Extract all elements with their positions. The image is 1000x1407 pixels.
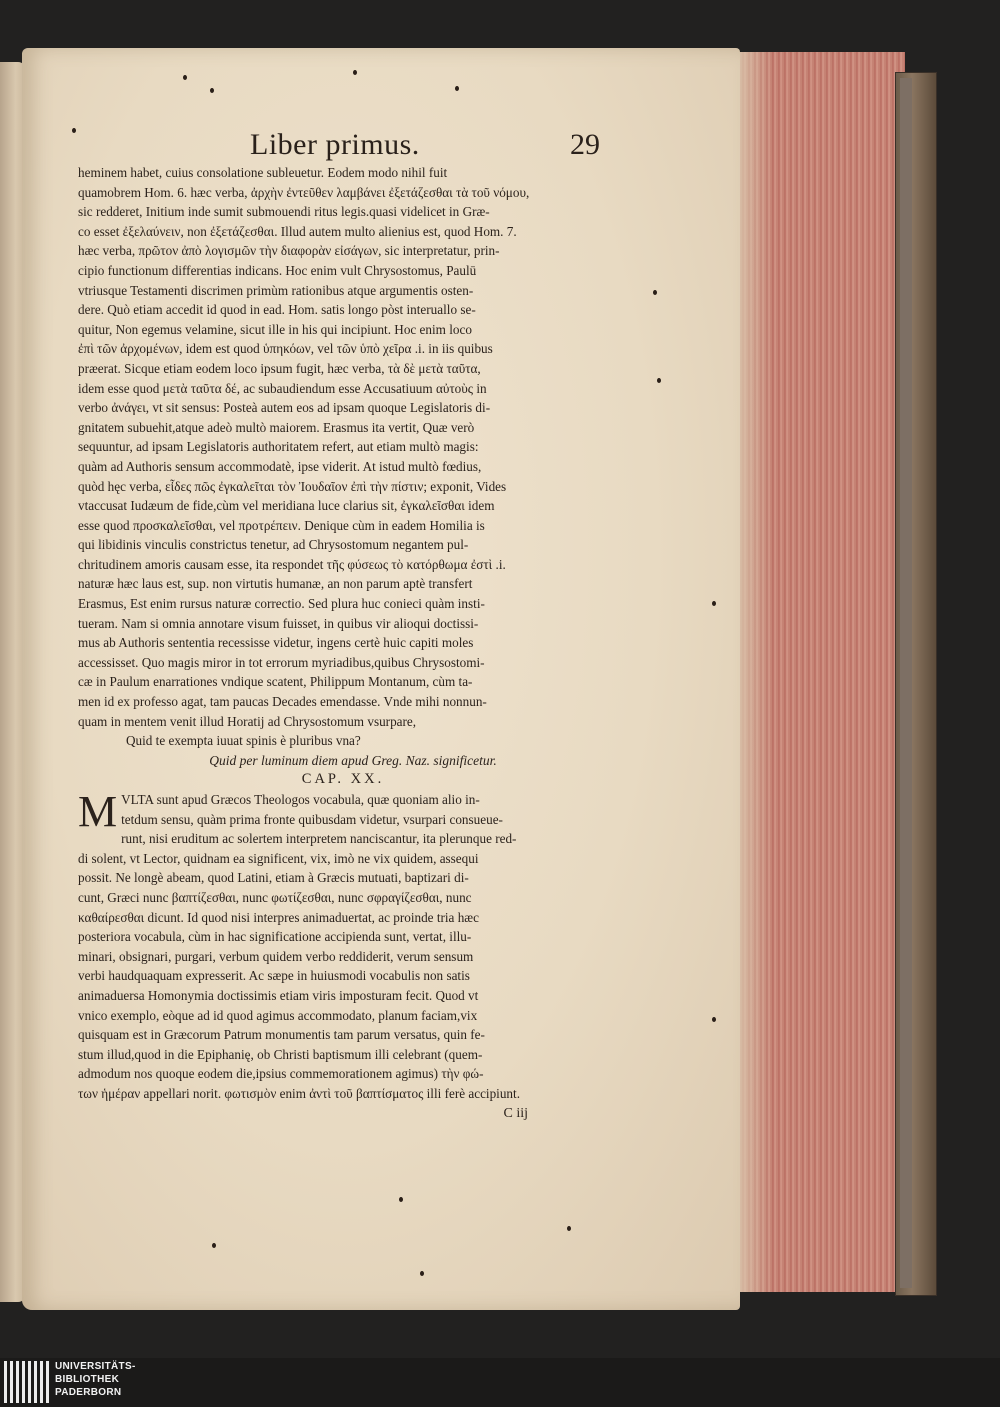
text-line: vtaccusat Iudæum de fide,cùm vel meridiana luce clarius sit, ἐγκαλεῖσθαι idem <box>78 498 495 514</box>
text-line: naturæ hæc laus est, sup. non virtutis humanæ, an non parum aptè transfert <box>78 576 473 592</box>
running-head: Liber primus. <box>250 128 420 161</box>
body-text <box>78 163 608 731</box>
page-hole <box>72 128 76 133</box>
text-line: verbi haudquaquam expresserit. Ac sæpe in huiusmodi vocabulis non satis <box>78 968 470 984</box>
chapter-heading: CAP. XX. <box>301 771 385 788</box>
text-line: quisquam est in Græcorum Patrum monumentis tam parum versatus, quin fe- <box>78 1027 485 1043</box>
page-hole <box>210 88 214 93</box>
text-line: quam in mentem venit illud Horatij ad Chrysostomum vsurpare, <box>78 713 417 729</box>
text-line: vnico exemplo, eòque ad id quod agimus accommodato, planum faciam,vix <box>78 1007 478 1023</box>
text-line: heminem habet, cuius consolatione subleuetur. Eodem modo nihil fuit <box>78 165 448 180</box>
cover-edge <box>900 78 912 1288</box>
signature-mark: C iij <box>503 1105 528 1121</box>
library-logo-icon <box>4 1361 50 1403</box>
text-line: runt, nisi eruditum ac solertem interpretem nanciscantur, ita plerunque red- <box>121 831 517 847</box>
text-line: Erasmus, Est enim rursus naturæ correctio. Sed plura huc conieci quàm insti- <box>78 596 485 612</box>
text-line: verbo ἀνάγει, vt sit sensus: Posteà autem eos ad ipsam quoque Legislatoris di- <box>78 400 491 416</box>
drop-cap: M <box>78 787 118 836</box>
text-line: καθαίρεσθαι dicunt. Id quod nisi interpres animaduertat, ac proinde tria hæc <box>78 909 479 925</box>
text-line: idem esse quod μετὰ ταῦτα δέ, ac subaudiendum esse Accusatiuum αὐτοὺς in <box>78 380 487 396</box>
text-line: esse quod προσκαλεῖσθαι, vel προτρέπειν. Denique cùm in eadem Homilia is <box>78 517 485 533</box>
chapter-paragraph <box>78 787 608 1104</box>
text-line: qui libidinis vinculis constrictus tenetur, ad Chrysostomum negantem pul- <box>78 537 469 553</box>
library-name-line: UNIVERSITÄTS- <box>55 1361 136 1372</box>
text-line: admodum nos quoque eodem die,ipsius commemorationem agimus) τὴν φώ- <box>78 1066 484 1082</box>
page-number: 29 <box>570 128 600 161</box>
text-line: men id ex professo agat, tam paucas Decades emendasse. Vnde mihi nonnun- <box>78 694 487 710</box>
text-line: co esset ἐξελαύνειν, non ἐξετάζεσθαι. Illud autem multo alienius est, quod Hom. 7. <box>78 223 517 239</box>
chapter-text <box>78 787 608 1104</box>
text-line: tetdum sensu, quàm prima fronte quibusdam videtur, vsurpari consueue- <box>121 811 503 827</box>
text-line: sequuntur, ad ipsam Legislatoris authoritatem refert, aut etiam multò magis: <box>78 439 479 455</box>
page-hole <box>567 1226 571 1231</box>
page-hole <box>212 1243 216 1248</box>
text-block <box>78 163 608 1123</box>
text-line: cunt, Græci nunc βαπτίζεσθαι, nunc φωτίζεσθαι, nunc σφραγίζεσθαι, nunc <box>78 889 472 905</box>
text-line: vtriusque Testamenti discrimen primùm rationibus atque argumentis osten- <box>78 282 474 298</box>
library-footer <box>0 1358 1000 1407</box>
text-line: possit. Ne longè abeam, quod Latini, etiam à Græcis mutuati, baptizari di- <box>78 870 469 886</box>
text-line: chritudinem amoris causam esse, ita respondet τῆς φύσεως τὸ κατόρθωμα ἐστὶ .i. <box>78 556 506 572</box>
text-line: quamobrem Hom. 6. hæc verba, ἀρχὴν ἐντεῦθεν λαμβάνει ἐξετάζεσθαι τὰ τοῦ νόμου, <box>78 184 530 200</box>
page-hole <box>712 601 716 606</box>
text-line: cæ in Paulum enarrationes vndique scatent, Philippum Montanum, cùm ta- <box>78 674 473 690</box>
library-name <box>55 1360 136 1399</box>
text-line: VLTA sunt apud Græcos Theologos vocabula, quæ quoniam alio in- <box>121 792 480 807</box>
page-hole <box>653 290 657 295</box>
text-line: sic redderet, Initium inde sumit submouendi ritus legis.quasi videlicet in Græ- <box>78 204 490 220</box>
section-title: Quid per luminum diem apud Greg. Naz. significetur. <box>209 752 497 768</box>
page-hole <box>657 378 661 383</box>
text-line: cipio functionum differentias indicans. Hoc enim vult Chrysostomus, Paulū <box>78 262 477 278</box>
text-line: hæc verba, πρῶτον ἀπὸ λογισμῶν τὴν διαφορὰν εἰσάγων, sic interpretatur, prin- <box>78 243 500 259</box>
text-line: mus ab Authoris sententia recessisse videtur, ingens certè huic capiti moles <box>78 635 474 651</box>
text-line: dere. Quò etiam accedit id quod in ead. Hom. satis longo pòst interuallo se- <box>78 302 476 318</box>
text-line: stum illud,quod in die Epiphanię, ob Christi baptismum illi celebrant (quem- <box>78 1046 483 1062</box>
library-name-line: BIBLIOTHEK <box>55 1374 120 1385</box>
text-line: quòd hęc verba, εἶδες πῶς ἐγκαλεῖται τὸν Ἰουδαῖον ἐπὶ τὴν πίστιν; exponit, Vides <box>78 478 507 494</box>
page-hole <box>712 1017 716 1022</box>
text-line: των ἡμέραν appellari norit. φωτισμὸν enim ἀντὶ τοῦ βαπτίσματος illi ferè accipiunt. <box>78 1085 520 1101</box>
library-name-line: PADERBORN <box>55 1387 122 1398</box>
page-hole <box>353 70 357 75</box>
text-line: animaduersa Homonymia doctissimis etiam viris imposturam fecit. Quod vt <box>78 987 479 1003</box>
text-line: posteriora vocabula, cùm in hac significatione accipienda sunt, vertat, illu- <box>78 929 472 945</box>
text-line: præerat. Sicque etiam eodem loco ipsum fugit, hæc verba, τὰ δὲ μετὰ ταῦτα, <box>78 360 481 376</box>
page-hole <box>455 86 459 91</box>
text-line: quàm ad Authoris sensum accommodatè, ipse viderit. At istud multò fœdius, <box>78 458 482 474</box>
text-line: ἐπὶ τῶν ἀρχομένων, idem est quod ὑπηκόων, vel τῶν ὑπὸ χεῖρα .i. in iis quibus <box>78 341 493 357</box>
page-header <box>250 128 670 168</box>
verse-quote: Quid te exempta iuuat spinis è pluribus vna? <box>126 733 361 749</box>
text-line: accessisset. Quo magis miror in tot errorum myriadibus,quibus Chrysostomi- <box>78 654 485 670</box>
text-line: quitur, Non egemus velamine, sicut ille in his qui incipiunt. Hoc enim loco <box>78 321 472 337</box>
text-line: gnitatem subuehit,atque adeò multò maiorem. Erasmus ita vertit, Quæ verò <box>78 419 475 435</box>
page-hole <box>399 1197 403 1202</box>
page-hole <box>420 1271 424 1276</box>
text-line: minari, obsignari, purgari, verbum quidem verbo reddiderit, verum sensum <box>78 948 474 964</box>
page-hole <box>183 75 187 80</box>
text-line: di solent, vt Lector, quidnam ea significent, vix, imò ne vix quidem, assequi <box>78 850 479 866</box>
text-line: tueram. Nam si omnia annotare visum fuisset, in quibus vir alioqui doctissi- <box>78 615 479 631</box>
